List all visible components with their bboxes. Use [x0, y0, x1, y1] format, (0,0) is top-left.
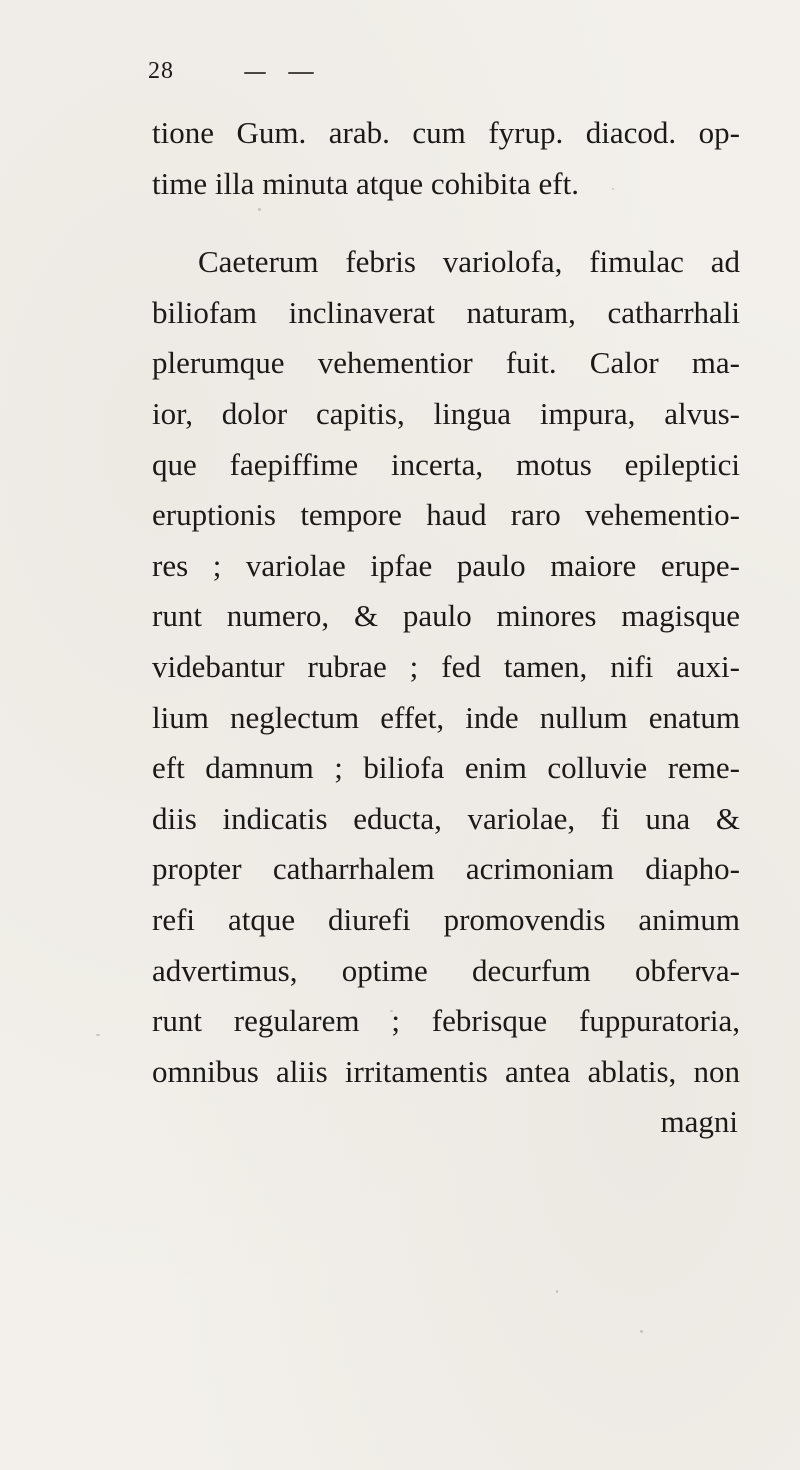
paper-speck [96, 1034, 100, 1036]
text-line: runt regularem ; febrisque fuppuratoria, [152, 1003, 740, 1039]
page-header [148, 58, 708, 88]
text-line: eruptionis tempore haud raro vehementio- [152, 497, 740, 533]
paper-speck [612, 188, 614, 190]
text-line: diis indicatis educta, variolae, fi una & [152, 800, 740, 836]
catchword: magni [660, 1104, 738, 1140]
paper-speck [640, 1330, 643, 1333]
body-text [152, 108, 740, 1148]
text-line: videbantur rubrae ; fed tamen, nifi auxi- [152, 648, 740, 684]
text-line: runt numero, & paulo minores magisque [152, 598, 740, 634]
page-number: 28 [148, 58, 174, 84]
text-line: Caeterum febris variolofa, fimulac ad [198, 244, 740, 280]
paper-speck [556, 1290, 558, 1293]
paper-speck [258, 208, 261, 211]
header-rule-mark [288, 72, 314, 74]
text-line: res ; variolae ipfae paulo maiore erupe- [152, 547, 740, 583]
text-line: eft damnum ; biliofa enim colluvie reme- [152, 750, 740, 786]
text-line: refi atque diurefi promovendis animum [152, 901, 740, 937]
text-line: omnibus aliis irritamentis antea ablatis, non [152, 1053, 740, 1089]
text-line: que faepiffime incerta, motus epileptici [152, 446, 740, 482]
text-line: propter catharrhalem acrimoniam diapho- [152, 851, 740, 887]
text-line: advertimus, optime decurfum obferva- [152, 952, 740, 988]
header-rule-mark [244, 72, 266, 74]
paper-speck [390, 1010, 393, 1012]
text-line: plerumque vehementior fuit. Calor ma- [152, 345, 740, 381]
text-line: ior, dolor capitis, lingua impura, alvus- [152, 395, 740, 431]
text-line: time illa minuta atque cohibita eft. [152, 165, 579, 201]
text-line: tione Gum. arab. cum fyrup. diacod. op- [152, 115, 740, 150]
text-line: biliofam inclinaverat naturam, catharrhali [152, 294, 740, 330]
text-line: lium neglectum effet, inde nullum enatum [152, 699, 740, 735]
